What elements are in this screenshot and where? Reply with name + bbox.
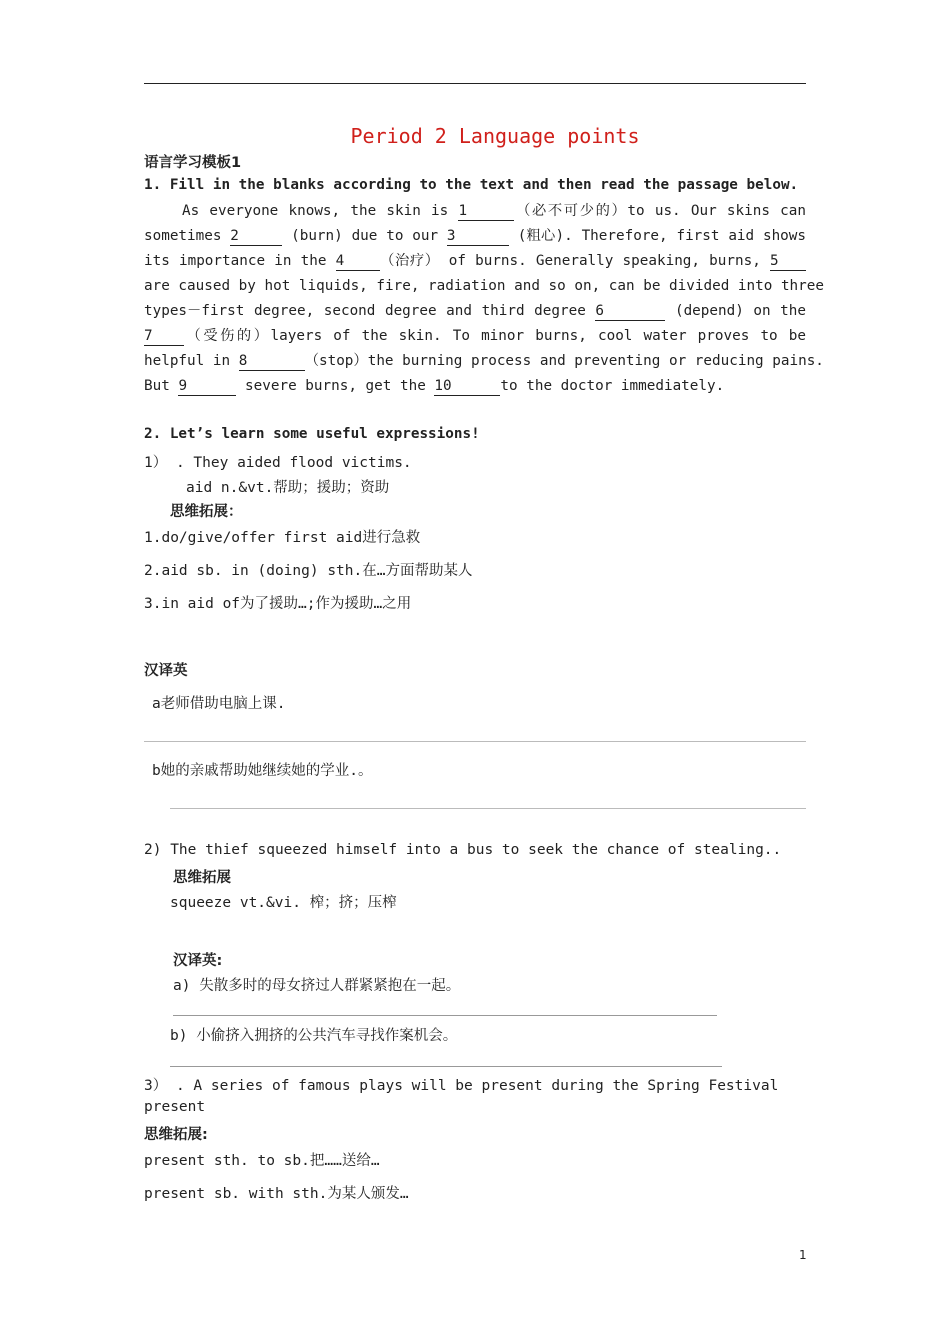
section1-heading: 1. Fill in the blanks according to the text and then read the passage below. xyxy=(144,177,799,193)
section2-heading: 2. Let’s learn some useful expressions! xyxy=(144,426,480,442)
blank-2[interactable]: 2 xyxy=(230,227,282,246)
item2-translate-label: 汉译英: xyxy=(173,953,223,969)
item3-word: present xyxy=(144,1099,206,1115)
blank-3[interactable]: 3 xyxy=(447,227,509,246)
blank-10[interactable]: 10 xyxy=(434,377,500,396)
page-title: Period 2 Language points xyxy=(350,124,640,148)
passage-text: types－first degree, second degree and third degree xyxy=(144,303,596,319)
blank-8[interactable]: 8 xyxy=(239,352,305,371)
item1-translate-label: 汉译英 xyxy=(144,663,188,679)
passage-text: But xyxy=(144,378,179,394)
item1-phrase-2: 2.aid sb. in (doing) sth.在…方面帮助某人 xyxy=(144,563,473,579)
answer-line xyxy=(170,808,806,809)
passage-line xyxy=(144,274,824,299)
item1-translate-a: a老师借助电脑上课. xyxy=(152,696,286,712)
answer-line xyxy=(170,1066,722,1067)
header-rule xyxy=(144,83,806,84)
item1-phrase-1: 1.do/give/offer first aid进行急救 xyxy=(144,530,421,546)
answer-line xyxy=(144,741,806,742)
passage-text: （受伤的）layers of the skin. To minor burns, cool water proves to be xyxy=(184,328,806,344)
page-number: 1 xyxy=(799,1248,807,1262)
blank-1[interactable]: 1 xyxy=(458,202,514,221)
item2-definition: squeeze vt.&vi. 榨；挤；压榨 xyxy=(170,895,397,911)
passage-line xyxy=(144,349,824,374)
passage-line xyxy=(144,324,806,349)
item2-translate-b: b) 小偷挤入拥挤的公共汽车寻找作案机会。 xyxy=(170,1028,458,1044)
item3-phrase-1: present sth. to sb.把……送给… xyxy=(144,1153,380,1169)
passage-text: helpful in xyxy=(144,353,239,369)
item2-sentence: 2) The thief squeezed himself into a bus to seek the chance of stealing.. xyxy=(144,842,782,858)
item3-expand-label: 思维拓展: xyxy=(144,1127,208,1143)
passage-text: (粗心). Therefore, first aid shows xyxy=(508,228,806,244)
passage-text: its importance in the xyxy=(144,253,336,269)
passage-text: As everyone knows, the skin is xyxy=(182,203,459,219)
item3-phrase-2: present sb. with sth.为某人颁发… xyxy=(144,1186,409,1202)
item2-translate-a: a) 失散多时的母女挤过人群紧紧抱在一起。 xyxy=(173,978,461,994)
passage-text: sometimes xyxy=(144,228,231,244)
item1-translate-b: b她的亲戚帮助她继续她的学业.。 xyxy=(152,763,373,779)
item3-sentence: 3） . A series of famous plays will be present during the Spring Festival xyxy=(144,1078,779,1094)
passage-text: （stop）the burning process and preventing or reducing pains. xyxy=(304,353,824,369)
passage-line xyxy=(144,299,806,324)
item2-expand-label: 思维拓展 xyxy=(173,870,231,886)
passage-text: （治疗） of burns. Generally speaking, burns, xyxy=(379,253,770,269)
item1-sentence: 1） . They aided flood victims. xyxy=(144,455,412,471)
fill-in-passage xyxy=(144,199,824,399)
blank-5[interactable]: 5 xyxy=(770,252,806,271)
template-label: 语言学习模板1 xyxy=(144,155,242,171)
blank-7[interactable]: 7 xyxy=(144,327,184,346)
item1-expand-label: 思维拓展： xyxy=(170,504,243,520)
blank-9[interactable]: 9 xyxy=(178,377,236,396)
passage-text: are caused by hot liquids, fire, radiation and so on, can be divided into three xyxy=(144,278,824,294)
passage-text: (depend) on the xyxy=(665,303,806,319)
passage-line xyxy=(144,199,806,224)
item1-definition: aid n.&vt.帮助；援助；资助 xyxy=(186,480,390,496)
passage-text: (burn) due to our xyxy=(282,228,447,244)
passage-line xyxy=(144,249,806,274)
passage-text: （必不可少的）to us. Our skins can xyxy=(514,203,806,219)
passage-line xyxy=(144,374,806,399)
item1-phrase-3: 3.in aid of为了援助…;作为援助…之用 xyxy=(144,596,412,612)
passage-text: to the doctor immediately. xyxy=(500,378,725,394)
blank-6[interactable]: 6 xyxy=(595,302,665,321)
answer-line xyxy=(173,1015,717,1016)
passage-text: severe burns, get the xyxy=(236,378,435,394)
blank-4[interactable]: 4 xyxy=(336,252,380,271)
passage-line xyxy=(144,224,806,249)
